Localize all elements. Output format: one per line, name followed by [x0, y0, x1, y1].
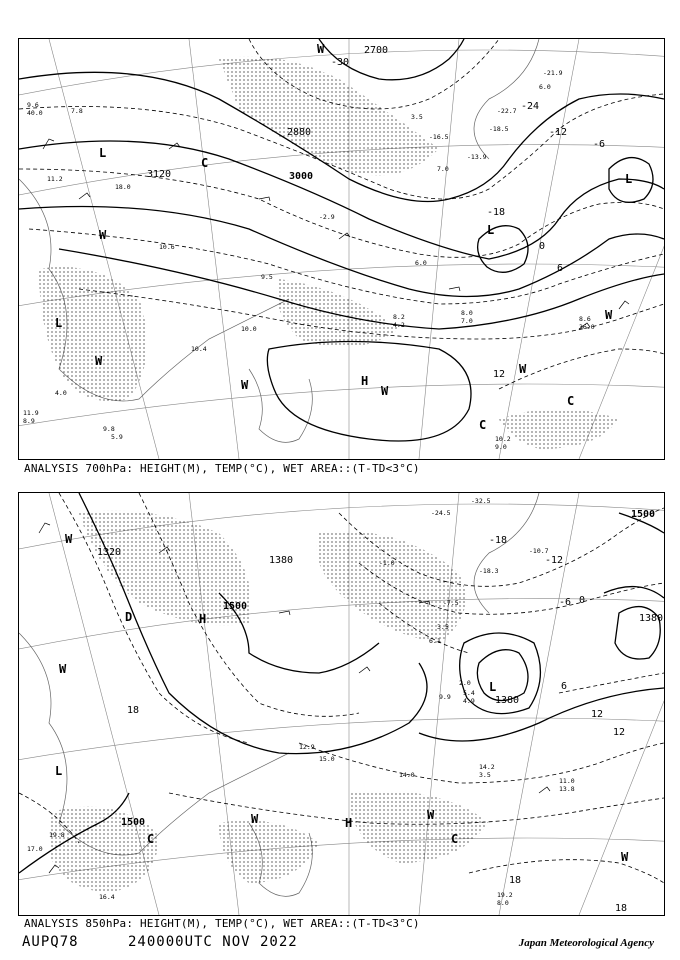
station-value: 4.9	[463, 697, 475, 705]
height-label: 1380	[495, 695, 520, 706]
low-pressure-symbol: L	[99, 146, 107, 160]
station-value: 8.9	[23, 417, 35, 425]
station-value: 10.4	[191, 345, 207, 353]
agency-credit: Japan Meteorological Agency	[518, 937, 654, 949]
low-pressure-symbol: L	[487, 223, 495, 237]
station-value: 5.4	[463, 689, 475, 697]
warm-region-symbol: W	[317, 42, 325, 56]
station-value: 13.8	[559, 785, 575, 793]
station-value: 17.0	[27, 845, 43, 853]
isotherm-label: -12	[545, 555, 564, 566]
isotherm-label: -18	[489, 535, 508, 546]
isotherm-label: -30	[331, 57, 350, 68]
low-pressure-symbol: L	[625, 172, 633, 186]
station-value: 19.8	[49, 831, 65, 839]
station-value: 9.8	[103, 425, 115, 433]
chart-700hpa	[19, 39, 664, 459]
isotherm-label: -12	[549, 127, 568, 138]
isotherm-label: 6	[557, 263, 564, 274]
station-value: 9.9	[439, 693, 451, 701]
height-label: 1380	[639, 613, 664, 624]
station-value: 9.6	[27, 101, 39, 109]
isotherm-label: 12	[613, 727, 626, 738]
height-label: 1500	[121, 817, 146, 828]
station-value: 9.0	[495, 443, 507, 451]
station-value: 10.6	[159, 243, 175, 251]
station-value: 4.0	[55, 389, 67, 397]
wet-areas	[49, 511, 489, 894]
station-value: 14.0	[399, 771, 415, 779]
chart-850hpa	[19, 493, 664, 915]
isotherm-label: 12	[591, 709, 604, 720]
station-value: 18.0	[115, 183, 131, 191]
wet-areas	[39, 57, 619, 450]
isotherm-label: -18	[487, 207, 506, 218]
height-label: 2700	[364, 45, 389, 56]
map-panel-700hpa	[18, 38, 665, 460]
warm-region-symbol: W	[59, 662, 67, 676]
station-value: 4.2	[393, 321, 405, 329]
station-value: 15.0	[319, 755, 335, 763]
low-pressure-symbol: L	[489, 680, 497, 694]
low-pressure-symbol: L	[55, 316, 63, 330]
isotherm-label: -24	[521, 101, 540, 112]
station-value: -22.7	[497, 107, 517, 115]
depression-symbol: D	[125, 610, 133, 624]
station-value: -18.3	[479, 567, 499, 575]
station-value: 40.0	[27, 109, 43, 117]
station-value: -32.5	[471, 497, 491, 505]
station-value: 5.9	[111, 433, 123, 441]
warm-region-symbol: W	[65, 532, 73, 546]
station-value: 7.0	[461, 317, 473, 325]
station-value: 7.0	[437, 165, 449, 173]
station-value: 11.2	[47, 175, 63, 183]
high-pressure-symbol: H	[345, 816, 353, 830]
isotherm-label: 0	[539, 241, 546, 252]
station-value: -21.9	[543, 69, 563, 77]
station-value: -16.5	[429, 133, 449, 141]
warm-region-symbol: W	[95, 354, 103, 368]
cold-region-symbol: C	[147, 832, 155, 846]
station-value: -24.5	[431, 509, 451, 517]
height-label: 2880	[287, 127, 312, 138]
station-value: 3.5	[479, 771, 491, 779]
warm-region-symbol: W	[99, 228, 107, 242]
isotherm-label: -6	[593, 139, 606, 150]
height-label: 3000	[289, 171, 314, 182]
chart-identifier: AUPQ78	[22, 934, 79, 950]
station-value: -18.5	[489, 125, 509, 133]
station-value: 6.0	[415, 259, 427, 267]
cold-region-symbol: C	[201, 156, 209, 170]
warm-region-symbol: W	[381, 384, 389, 398]
height-label: 1500	[631, 509, 656, 520]
isotherm-label: -6	[559, 597, 572, 608]
station-value: -10.7	[529, 547, 549, 555]
warm-region-symbol: W	[621, 850, 629, 864]
station-value: 14.2	[479, 763, 495, 771]
panel-caption-850hpa: ANALYSIS 850hPa: HEIGHT(M), TEMP(°C), WET AREA::(T-TD<3°C)	[24, 917, 420, 930]
panel-caption-700hpa: ANALYSIS 700hPa: HEIGHT(M), TEMP(°C), WET AREA::(T-TD<3°C)	[24, 462, 420, 475]
station-value: 16.4	[99, 893, 115, 901]
station-value: 8.0	[497, 899, 509, 907]
chart-valid-time: 240000UTC NOV 2022	[128, 934, 298, 950]
station-value: 6.0	[539, 83, 551, 91]
station-value: 7.8	[71, 107, 83, 115]
warm-region-symbol: W	[241, 378, 249, 392]
warm-region-symbol: W	[427, 808, 435, 822]
height-label: 3120	[147, 169, 172, 180]
isotherm-label: 18	[615, 903, 628, 914]
isotherm-label: 0	[579, 595, 586, 606]
cold-region-symbol: C	[479, 418, 487, 432]
height-label: 1380	[269, 555, 294, 566]
height-label: 1320	[97, 547, 122, 558]
station-value: -7.5	[443, 599, 459, 607]
station-value: 8.0	[461, 309, 473, 317]
station-value: 8.2	[393, 313, 405, 321]
station-value: -13.9	[467, 153, 487, 161]
station-value: 19.2	[497, 891, 513, 899]
station-value: 3.5	[411, 113, 423, 121]
station-value: 2.0	[459, 679, 471, 687]
high-pressure-symbol: H	[361, 374, 369, 388]
warm-region-symbol: W	[519, 362, 527, 376]
station-value: -1.0	[379, 559, 395, 567]
station-value: -2.9	[319, 213, 335, 221]
low-pressure-symbol: L	[55, 764, 63, 778]
isotherm-label: 18	[127, 705, 140, 716]
isotherm-label: 18	[509, 875, 522, 886]
station-value: 6.1	[429, 637, 441, 645]
cold-region-symbol: C	[567, 394, 575, 408]
station-value: 9.5	[261, 273, 273, 281]
station-value: 8.6	[579, 315, 591, 323]
height-label: 1500	[223, 601, 248, 612]
map-panel-850hpa	[18, 492, 665, 916]
isotherm-label: 12	[493, 369, 506, 380]
station-value: 12.9	[299, 743, 315, 751]
warm-region-symbol: W	[605, 308, 613, 322]
station-value: 11.9	[23, 409, 39, 417]
station-value: 10.0	[241, 325, 257, 333]
station-value: 36.0	[579, 323, 595, 331]
high-pressure-symbol: H	[199, 612, 207, 626]
warm-region-symbol: W	[251, 812, 259, 826]
cold-region-symbol: C	[451, 832, 459, 846]
station-value: 3.5	[437, 623, 449, 631]
station-value: 10.2	[495, 435, 511, 443]
station-value: 11.0	[559, 777, 575, 785]
isotherm-label: 6	[561, 681, 568, 692]
